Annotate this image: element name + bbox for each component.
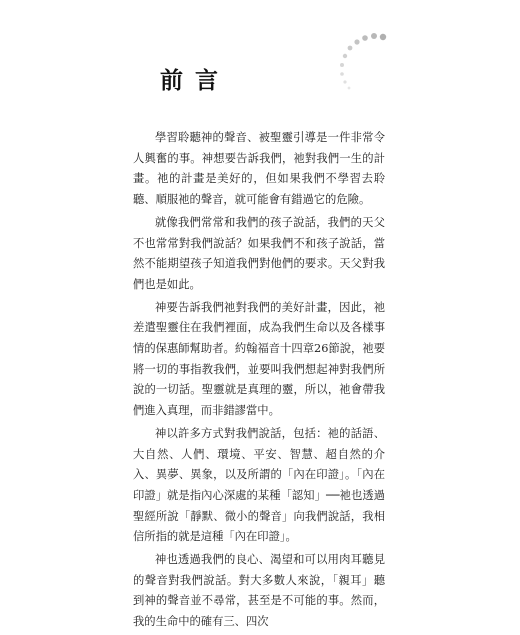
paragraph: 神要告訴我們祂對我們的美好計畫，因此，祂差遣聖靈住在我們裡面，成為我們生命以及各樣事情的保惠師幫助者。約翰福音十四章26節說，祂要將一切的事指教我們，並要叫我們想起神對我們所說的一切話。聖靈就是真理的靈，所以，祂會帶我們進入真理，而非錯謬當中。 <box>133 300 385 418</box>
dotted-arc-icon <box>335 30 415 110</box>
paragraph: 神也透過我們的良心、渴望和可以用肉耳聽見的聲音對我們說話。對大多數人來說，「親耳」聽到神的聲音並不尋常，甚至是不可能的事。然而，我的生命中的確有三、四次 <box>133 553 385 629</box>
page-title: 前言 <box>160 67 230 94</box>
paragraph: 就像我們常常和我們的孩子說話，我們的天父不也常常對我們說話？如果我們不和孩子說話，當然不能期望孩子知道我們對他們的要求。天父對我們也是如此。 <box>133 215 385 291</box>
paragraph: 神以許多方式對我們說話，包括：祂的話語、大自然、人們、環境、平安、智慧、超自然的介入、異夢、異象，以及所謂的「內在印證」。「內在印證」就是指內心深處的某種「認知」──祂也透過聖經所說「靜默、微小的聲音」向我們說話，我相信所指的就是這種「內在印證」。 <box>133 426 385 544</box>
body-text <box>133 128 385 635</box>
paragraph: 學習聆聽神的聲音、被聖靈引導是一件非常令人興奮的事。神想要告訴我們，祂對我們一生的計畫。祂的計畫是美好的，但如果我們不學習去聆聽、順服祂的聲音，就可能會有錯過它的危險。 <box>133 131 385 207</box>
